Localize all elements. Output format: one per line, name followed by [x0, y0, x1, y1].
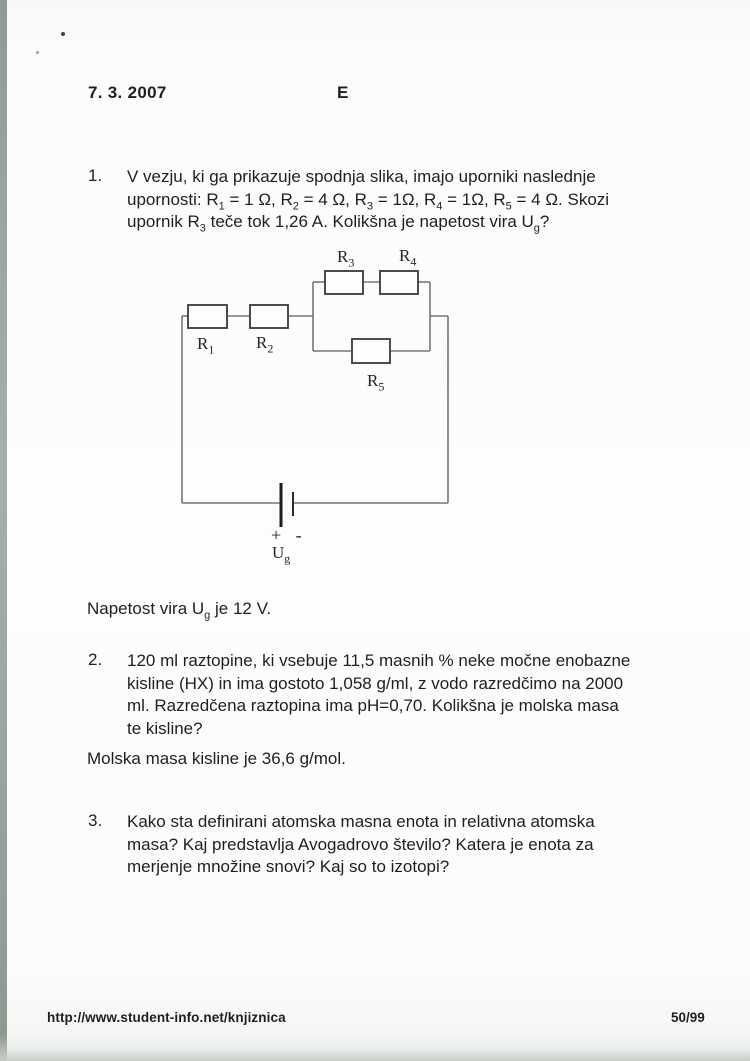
problem-text-line: merjenje množine snovi? Kaj so to izotopi? [127, 857, 450, 877]
problem-text-line: upornik $R_3$ teče tok 1,26 A. Kolikšna je napetost vira $U_g$? [127, 212, 550, 235]
circuit-schematic-svg [170, 245, 460, 575]
problem-text [127, 650, 647, 740]
resistor-r3-label: $R_3$ [337, 247, 355, 270]
scan-bottom-shadow [0, 1035, 750, 1061]
problem-number: 3. [88, 811, 103, 830]
answer-2-text: Molska masa kisline je 36,6 g/mol. [87, 749, 346, 768]
resistor-r1-label: $R_1$ [197, 334, 215, 357]
circuit-diagram [170, 245, 460, 575]
voltage-source-label: $U_g$ [272, 543, 291, 566]
problem-text-line: ml. Razredčena raztopina ima pH=0,70. Kolikšna je molska masa [127, 696, 619, 716]
resistor-r3-box [325, 271, 363, 294]
resistor-r5-box [352, 339, 390, 363]
answer-1-text: Napetost vira $U_g$ je 12 V. [87, 599, 272, 622]
scan-speck [36, 51, 39, 54]
problem-text [127, 166, 647, 234]
problem-number: 1. [88, 166, 103, 185]
problem-number: 2. [88, 650, 103, 669]
battery-polarity-label: + - [271, 525, 307, 545]
resistor-r2-box [250, 305, 288, 328]
problem-text-line: masa? Kaj predstavlja Avogadrovo število? Katera je enota za [127, 834, 594, 854]
header-date: 7. 3. 2007 [88, 83, 167, 102]
resistor-r2-label: $R_2$ [256, 333, 274, 356]
problem-text-line: 120 ml raztopine, ki vsebuje 11,5 masnih % neke močne enobazne [127, 651, 631, 670]
problem-text-line: upornosti: $R_1 = 1$ Ω, $R_2 = 4$ Ω, $R_3 = 1\Omega$, $R_4 = 1\Omega$, $R_5 = 4$ Ω. Skozi [127, 189, 610, 212]
footer-page-number: 50/99 [671, 1010, 705, 1025]
resistor-r4-label: $R_4$ [399, 246, 417, 269]
resistor-r4-box [380, 271, 418, 294]
scan-edge-strip [0, 0, 7, 1061]
problem-text-line: te kisline? [127, 718, 203, 738]
exam-version-label: E [337, 83, 349, 102]
problem-text-line: V vezju, ki ga prikazuje spodnja slika, imajo uporniki naslednje [127, 167, 596, 186]
resistor-r5-label: $R_5$ [367, 371, 385, 394]
footer-url: http://www.student-info.net/knjiznica [47, 1010, 286, 1025]
resistor-r1-box [188, 305, 227, 328]
problem-text-line: kisline (HX) in ima gostoto 1,058 g/ml, z vodo razredčimo na 2000 [127, 673, 624, 693]
problem-text [127, 811, 647, 879]
scan-speck [61, 32, 65, 36]
problem-text-line: Kako sta definirani atomska masna enota in relativna atomska [127, 812, 595, 831]
